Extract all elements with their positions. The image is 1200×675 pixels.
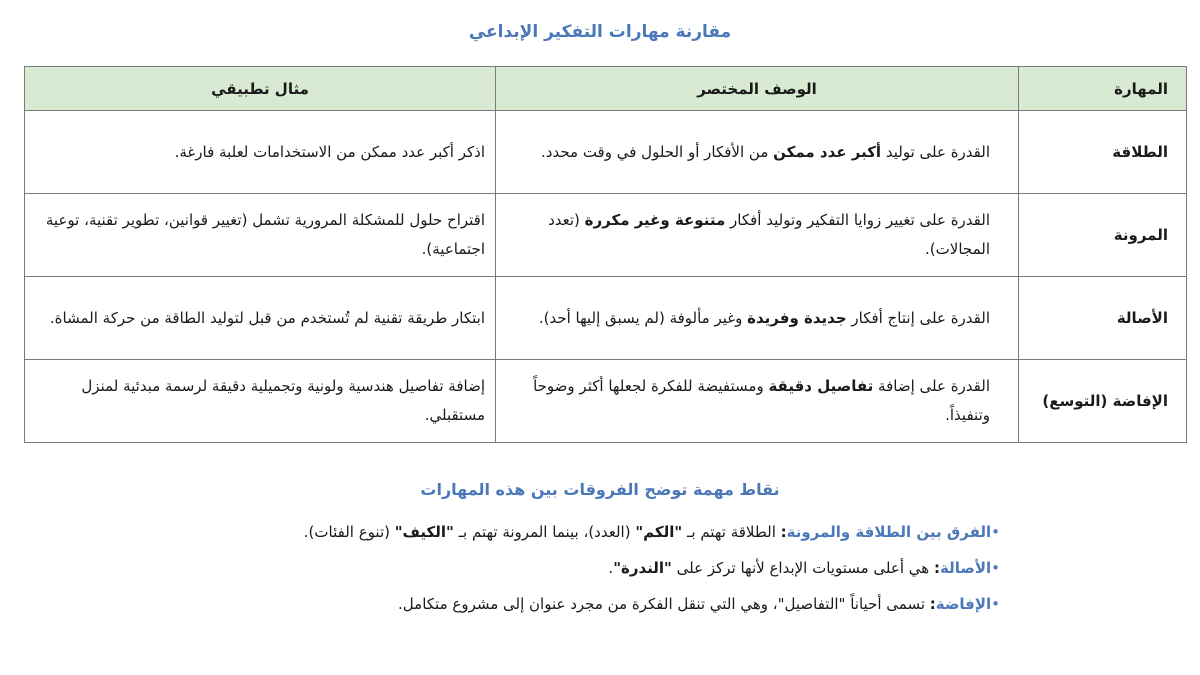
description-cell — [496, 111, 1019, 194]
bullet-icon: • — [991, 559, 1000, 577]
example-cell: اذكر أكبر عدد ممكن من الاستخدامات لعلبة فارغة. — [25, 111, 496, 194]
description-text: القدرة على إضافة — [873, 377, 990, 395]
description-text: من الأفكار أو الحلول في وقت محدد. — [541, 142, 774, 161]
note-colon: : — [933, 559, 940, 577]
description-cell — [496, 360, 1019, 443]
list-item — [120, 550, 1000, 586]
skill-cell: الأصالة — [1019, 277, 1187, 360]
description-emphasis: أكبر عدد ممكن — [773, 142, 882, 161]
note-text: (تنوع الفئات). — [303, 523, 395, 541]
notes-list — [120, 514, 1000, 622]
note-text: هي أعلى مستويات الإبداع لأنها تركز على — [671, 559, 934, 577]
note-text: (العدد)، بينما المرونة تهتم بـ — [453, 523, 636, 541]
bullet-icon: • — [991, 523, 1000, 541]
note-text: تسمى أحياناً "التفاصيل"، وهي التي تنقل الفكرة من مجرد عنوان إلى مشروع متكامل. — [398, 595, 930, 613]
bullet-icon: • — [991, 595, 1000, 613]
skills-comparison-table — [24, 66, 1187, 443]
notes-heading: نقاط مهمة توضح الفروقات بين هذه المهارات — [420, 480, 780, 499]
table-row — [25, 111, 1187, 194]
description-text: القدرة على تغيير زوايا التفكير وتوليد أفكار — [725, 211, 990, 229]
description-emphasis: جديدة وفريدة — [747, 308, 847, 327]
list-item — [120, 586, 1000, 622]
description-text: ومستفيضة للفكرة لجعلها أكثر وضوحاً وتنفيذاً. — [533, 377, 990, 424]
skill-cell: الإفاضة (التوسع) — [1019, 360, 1187, 443]
description-text: القدرة على إنتاج أفكار — [846, 308, 990, 327]
description-emphasis: تفاصيل دقيقة — [768, 377, 874, 395]
note-label: الإفاضة — [935, 595, 992, 613]
note-label: الأصالة — [939, 559, 992, 577]
table-row — [25, 194, 1187, 277]
list-item — [120, 514, 1000, 550]
note-emphasis: "الكيف" — [394, 523, 454, 541]
table-header-row — [25, 67, 1187, 111]
example-cell: ابتكار طريقة تقنية لم تُستخدم من قبل لتوليد الطاقة من حركة المشاة. — [25, 277, 496, 360]
header-skill: المهارة — [1019, 67, 1187, 111]
table-row — [25, 360, 1187, 443]
skill-cell: الطلاقة — [1019, 111, 1187, 194]
note-text: الطلاقة تهتم بـ — [682, 523, 781, 541]
description-cell — [496, 194, 1019, 277]
page-title: مقارنة مهارات التفكير الإبداعي — [468, 22, 732, 42]
note-emphasis: "الكم" — [635, 523, 683, 541]
note-colon: : — [780, 523, 787, 541]
note-emphasis: "الندرة" — [613, 559, 672, 577]
description-text: القدرة على توليد — [881, 142, 990, 161]
header-description: الوصف المختصر — [496, 67, 1019, 111]
example-cell: إضافة تفاصيل هندسية ولونية وتجميلية دقيقة لرسمة مبدئية لمنزل مستقبلي. — [25, 360, 496, 443]
description-cell — [496, 277, 1019, 360]
note-colon: : — [929, 595, 936, 613]
note-text: . — [608, 559, 614, 577]
description-emphasis: متنوعة وغير مكررة — [584, 211, 726, 229]
example-cell: اقتراح حلول للمشكلة المرورية تشمل (تغيير قوانين، تطوير تقنية، توعية اجتماعية). — [25, 194, 496, 277]
note-label: الفرق بين الطلاقة والمرونة — [786, 523, 992, 541]
skill-cell: المرونة — [1019, 194, 1187, 277]
description-text: (تعدد المجالات). — [548, 211, 990, 258]
description-text: وغير مألوفة (لم يسبق إليها أحد). — [538, 308, 748, 327]
header-example: مثال تطبيقي — [25, 67, 496, 111]
table-row — [25, 277, 1187, 360]
